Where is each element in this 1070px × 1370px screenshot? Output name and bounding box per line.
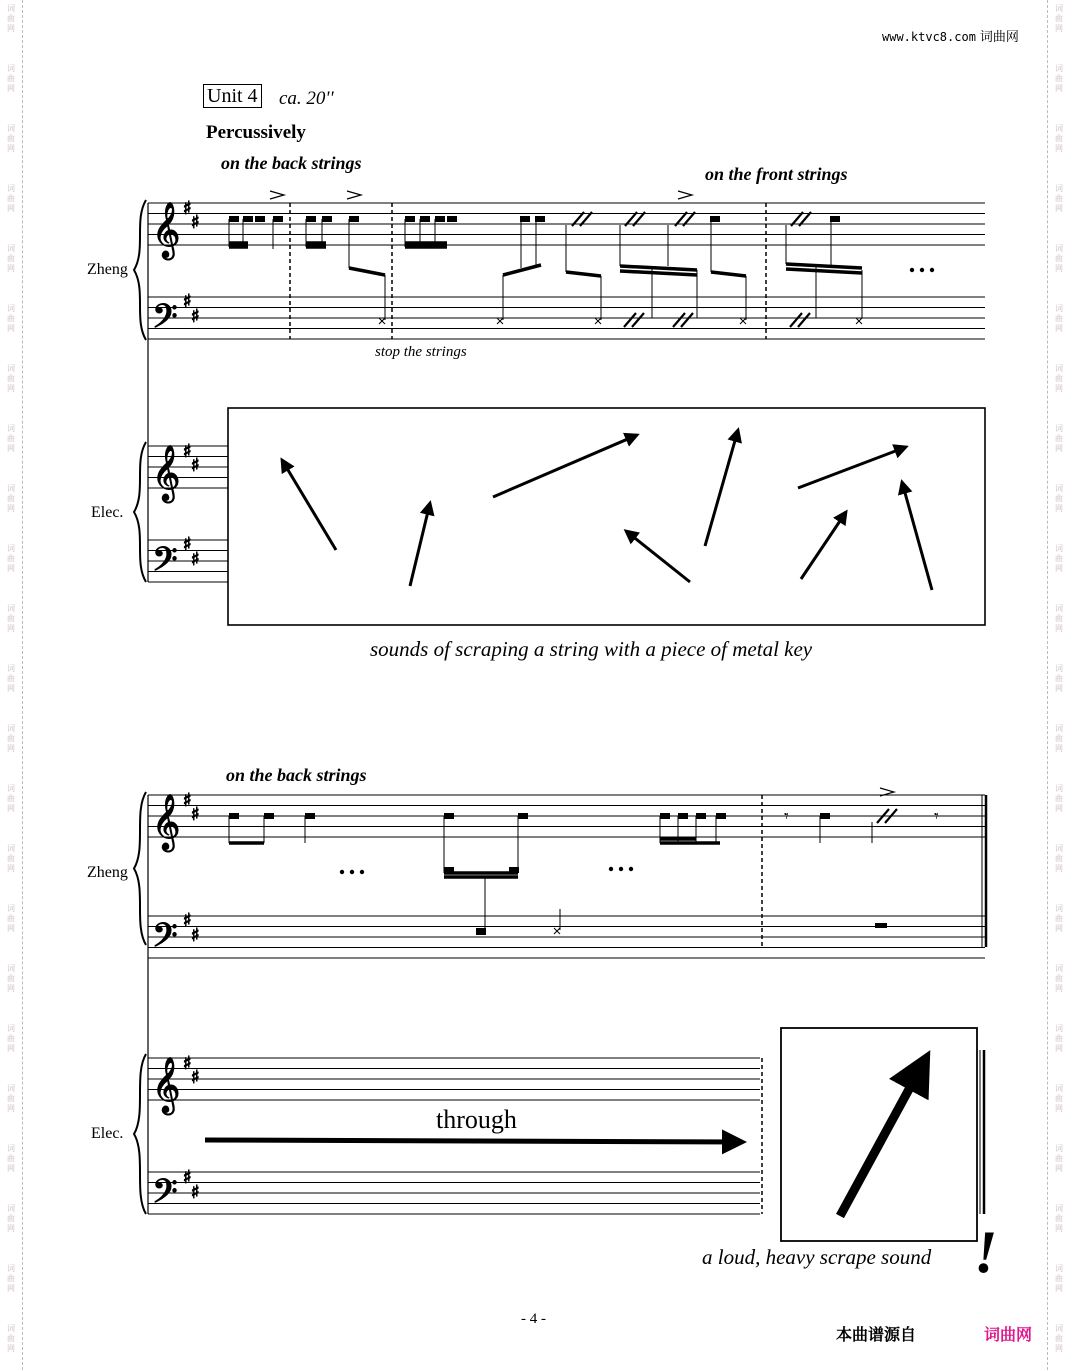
source-site-link[interactable]: 词曲网	[984, 1325, 1033, 1344]
margin-watermark-mark: 词 曲 网	[7, 484, 15, 513]
accent-mark	[270, 191, 284, 199]
key-signature-sharp: ♯	[183, 198, 192, 219]
notehead	[447, 216, 457, 222]
margin-watermark-mark: 词 曲 网	[1055, 964, 1063, 993]
scrape-caption: sounds of scraping a string with a piece of metal key	[370, 637, 813, 661]
heavy-scrape-caption: a loud, heavy scrape sound	[702, 1245, 932, 1269]
margin-watermark-mark: 词 曲 网	[1055, 64, 1063, 93]
notehead	[696, 813, 706, 819]
notehead	[305, 813, 315, 819]
key-signature-sharp: ♯	[191, 1067, 200, 1088]
margin-watermark-mark: 词 曲 网	[1055, 1024, 1063, 1053]
continuation-dots	[629, 867, 633, 871]
scrape-graphic-box	[228, 408, 985, 625]
scrape-arrow	[493, 435, 637, 497]
scrape-arrow	[626, 531, 690, 582]
margin-watermark-mark: 词 曲 网	[1055, 844, 1063, 873]
unit-label: Unit 4	[203, 84, 262, 108]
margin-watermark-mark: 词 曲 网	[1055, 484, 1063, 513]
scrape-arrow	[801, 512, 846, 579]
continuation-dots	[350, 870, 354, 874]
scrape-arrow	[410, 503, 430, 586]
whole-rest	[875, 923, 887, 928]
note-beam	[566, 272, 601, 276]
tempo-marking: Percussively	[206, 122, 306, 143]
stop-strings-instruction: stop the strings	[375, 344, 467, 360]
treble-clef: 𝄞	[152, 445, 181, 501]
key-signature-sharp: ♯	[191, 925, 200, 946]
margin-watermark-mark: 词 曲 网	[7, 664, 15, 693]
margin-watermark-mark: 词 曲 网	[7, 124, 15, 153]
notehead	[243, 216, 253, 222]
technique-back-strings: on the back strings	[221, 153, 362, 173]
margin-watermark-mark: 词 曲 网	[1055, 1204, 1063, 1233]
notehead	[229, 813, 239, 819]
margin-watermark-mark: 词 曲 网	[1055, 244, 1063, 273]
margin-watermark-mark: 词 曲 网	[1055, 1144, 1063, 1173]
margin-watermark-mark: 词 曲 网	[1055, 544, 1063, 573]
notehead	[273, 216, 283, 222]
duration-marking: ca. 20''	[279, 88, 334, 109]
zheng-brace-2	[134, 792, 146, 945]
key-signature-sharp: ♯	[183, 441, 192, 462]
notehead	[716, 813, 726, 819]
margin-watermark-mark: 词 曲 网	[1055, 904, 1063, 933]
treble-clef: 𝄞	[152, 1057, 181, 1113]
margin-watermark-mark: 词 曲 网	[7, 64, 15, 93]
bass-clef: 𝄢	[152, 541, 178, 587]
margin-watermark-mark: 词 曲 网	[7, 604, 15, 633]
notehead	[306, 216, 316, 222]
key-signature-sharp: ♯	[183, 534, 192, 555]
through-arrow	[205, 1140, 742, 1142]
note-beam	[620, 266, 697, 270]
margin-watermark-mark: 词 曲 网	[7, 1264, 15, 1293]
margin-watermark-mark: 词 曲 网	[7, 1204, 15, 1233]
page-number: - 4 -	[521, 1311, 546, 1327]
margin-watermark-mark: 词 曲 网	[1055, 604, 1063, 633]
margin-watermark-mark: 词 曲 网	[1055, 784, 1063, 813]
notehead	[518, 813, 528, 819]
heavy-scrape-arrow	[840, 1058, 926, 1216]
margin-watermark-mark: 词 曲 网	[7, 1324, 15, 1353]
key-signature-sharp: ♯	[191, 306, 200, 327]
note-beam	[711, 272, 746, 276]
treble-clef: 𝄞	[152, 202, 181, 258]
scrape-arrow	[705, 430, 738, 546]
treble-clef: 𝄞	[152, 794, 181, 850]
margin-watermark-mark: 词 曲 网	[1055, 304, 1063, 333]
notehead	[820, 813, 830, 819]
heavy-scrape-box	[781, 1028, 977, 1241]
key-signature-sharp: ♯	[183, 910, 192, 931]
margin-watermark-mark: 词 曲 网	[7, 4, 15, 33]
key-signature-sharp: ♯	[183, 1167, 192, 1188]
instrument-label-elec: Elec.	[91, 504, 124, 521]
notehead	[229, 216, 239, 222]
instrument-label-zheng-2: Zheng	[87, 864, 128, 881]
through-label: through	[436, 1105, 517, 1134]
scrape-arrow	[902, 482, 932, 590]
notehead	[322, 216, 332, 222]
note-beam	[503, 265, 541, 275]
margin-watermark-mark: 词 曲 网	[1055, 1324, 1063, 1353]
key-signature-sharp: ♯	[191, 804, 200, 825]
technique-back-strings-2: on the back strings	[226, 765, 367, 785]
margin-watermark-mark: 词 曲 网	[7, 784, 15, 813]
margin-watermark-mark: 词 曲 网	[1055, 424, 1063, 453]
margin-watermark-mark: 词 曲 网	[1055, 724, 1063, 753]
bass-clef: 𝄢	[152, 298, 178, 344]
key-signature-sharp: ♯	[183, 790, 192, 811]
notehead	[444, 813, 454, 819]
accent-mark	[678, 191, 692, 199]
continuation-dots	[609, 867, 613, 871]
continuation-dots	[360, 870, 364, 874]
notehead	[264, 813, 274, 819]
margin-watermark-mark: 词 曲 网	[1055, 1264, 1063, 1293]
margin-watermark-mark: 词 曲 网	[7, 244, 15, 273]
margin-watermark-mark: 词 曲 网	[7, 964, 15, 993]
margin-watermark-mark: 词 曲 网	[1055, 364, 1063, 393]
margin-watermark-mark: 词 曲 网	[1055, 184, 1063, 213]
margin-watermark-mark: 词 曲 网	[7, 1084, 15, 1113]
note-beam	[786, 264, 862, 268]
notehead	[660, 813, 670, 819]
continuation-dots	[930, 268, 934, 272]
margin-watermark-mark: 词 曲 网	[7, 1024, 15, 1053]
margin-watermark-mark: 词 曲 网	[7, 424, 15, 453]
site-name[interactable]: 词曲网	[979, 30, 1019, 45]
margin-watermark-mark: 词 曲 网	[7, 544, 15, 573]
eighth-rest: 𝄾	[934, 806, 939, 827]
technique-front-strings: on the front strings	[705, 164, 848, 184]
notehead	[435, 216, 445, 222]
eighth-rest: 𝄾	[784, 806, 789, 827]
key-signature-sharp: ♯	[191, 1182, 200, 1203]
instrument-label-elec-2: Elec.	[91, 1125, 124, 1142]
accent-mark	[347, 191, 361, 199]
zheng-brace	[134, 200, 146, 340]
margin-watermark-mark: 词 曲 网	[7, 1144, 15, 1173]
note-beam	[620, 271, 697, 275]
margin-watermark-mark: 词 曲 网	[7, 724, 15, 753]
key-signature-sharp: ♯	[191, 549, 200, 570]
instrument-label-zheng: Zheng	[87, 261, 128, 278]
elec-brace-2	[134, 1054, 146, 1214]
note-beam	[786, 269, 862, 273]
continuation-dots	[910, 268, 914, 272]
margin-watermark-mark: 词 曲 网	[7, 844, 15, 873]
notehead	[476, 928, 486, 935]
key-signature-sharp: ♯	[183, 1053, 192, 1074]
notehead	[509, 867, 519, 873]
bass-clef: 𝄢	[152, 1173, 178, 1219]
site-url[interactable]: www.ktvc8.com	[882, 30, 976, 44]
notehead	[405, 216, 415, 222]
key-signature-sharp: ♯	[191, 455, 200, 476]
continuation-dots	[340, 870, 344, 874]
notehead	[678, 813, 688, 819]
margin-watermark-mark: 词 曲 网	[7, 364, 15, 393]
margin-watermark-mark: 词 曲 网	[1055, 124, 1063, 153]
notehead	[420, 216, 430, 222]
margin-watermark-mark: 词 曲 网	[1055, 4, 1063, 33]
margin-watermark-mark: 词 曲 网	[7, 184, 15, 213]
key-signature-sharp: ♯	[191, 212, 200, 233]
margin-watermark-mark: 词 曲 网	[1055, 664, 1063, 693]
source-text: 本曲谱源自	[836, 1325, 917, 1344]
scrape-arrow	[282, 460, 336, 550]
notehead	[444, 867, 454, 873]
notehead	[255, 216, 265, 222]
margin-watermark-mark: 词 曲 网	[7, 304, 15, 333]
notehead	[349, 216, 359, 222]
key-signature-sharp: ♯	[183, 291, 192, 312]
margin-watermark-mark: 词 曲 网	[7, 904, 15, 933]
scrape-arrow	[798, 447, 906, 488]
margin-watermark-mark: 词 曲 网	[1055, 1084, 1063, 1113]
continuation-dots	[920, 268, 924, 272]
elec-brace	[134, 442, 146, 582]
bass-clef: 𝄢	[152, 917, 178, 963]
note-beam	[349, 268, 385, 275]
exclamation-mark: !	[974, 1219, 998, 1285]
continuation-dots	[619, 867, 623, 871]
